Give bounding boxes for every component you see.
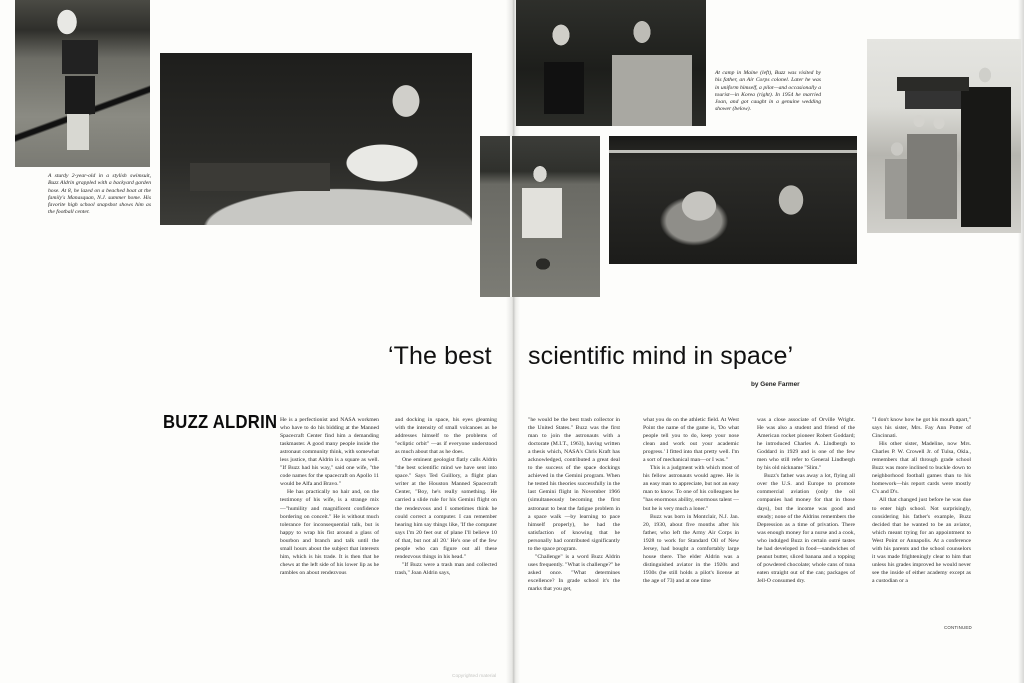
body-column-4 xyxy=(643,416,739,656)
caption-camp-korea-wedding: At camp in Maine (left), Buzz was visited by his father, an Air Corps colonel. Later he was in uniform himself, a pilot—and occasionally a tourist—in Korea (right). In 1954 he married Joan, and got caught in a genuine wedding shower (below). xyxy=(715,70,821,113)
paragraph: Buzz's father was away a lot, flying all over the U.S. and Europe to promote commercial aviation (only the oil companies had money for that in those days), but the income was good and steady; none of the Aldrins remembers the Depression as a time of privation. There was enough money for a nurse and a cook, who indulged Buzz in certain outré tastes he had developed in food—sandwiches of peanut butter, sliced banana and a topping of powdered chocolate; whole cans of tuna eaten straight out of the can; packages of Jell-O consumed dry. xyxy=(757,473,855,584)
paragraph: "he would be the best trash collector in the United States." Buzz was the first man to join the astronauts with a doctorate (M.I.T., 1963), having written a thesis which, NASA's Chris Kraft has acknowledged, contributed a great deal to the success of the space dockings achieved in the Gemini program. When he tested his theories successfully in the last Gemini flight in November 1966 (simultaneously becoming the first astronaut to beat the fatigue problem in a space walk —by learning to pace himself properly), he had the satisfaction of knowing that he personally had contributed significantly to the space program. xyxy=(528,417,620,552)
paragraph: "If Buzz were a trash man and collected trash," Joan Aldrin says, xyxy=(395,561,497,576)
paragraph: what you do on the athletic field. At West Point the name of the game is, 'Do what people tell you to do, keep your nose clean and work out your academic progress.' I fitted into that pretty well. I'm a sort of mechanical man—or I was." xyxy=(643,417,739,464)
photo-football-center xyxy=(480,136,600,297)
caption-childhood-photos: A sturdy 2-year-old in a stylish swimsuit, Buzz Aldrin grappled with a backyard garden hose. At 8, he lazed on a beached boat at the family's Manasquan, N.J. summer home. His favorite high school snapshot shows him as the football center. xyxy=(48,173,151,216)
paragraph: This is a judgment with which most of his fellow astronauts would agree. He is an easy man to appreciate, but not an easy man to know. To one of his colleagues he "has enormous ability, enormous talent —but he is very much a loner." xyxy=(643,465,739,512)
photo-korea-children xyxy=(867,39,1021,233)
copyright-watermark: Copyrighted material xyxy=(452,674,497,679)
paragraph: and docking in space, his eyes gleaming with the intensity of small volcanoes as he addresses himself to the problems of "ecliptic orbit" —as if everyone understood as much about that as he does. xyxy=(395,417,497,456)
body-column-2 xyxy=(395,416,497,656)
paragraph: All that changed just before he was due to enter high school. Not surprisingly, considering his father's example, Buzz decided that he wanted to be an aviator, which meant trying for an appointment to West Point or Annapolis. At a conference with his parents and the school counselors it was made frighteningly clear to him that unless his grades improved he would never see the inside of either academy except as a custodian or a xyxy=(872,497,971,584)
photo-boy-on-car-hood xyxy=(160,53,472,225)
photo-toddler-garden-hose xyxy=(15,0,150,167)
subject-name-heading: BUZZ ALDRIN xyxy=(163,411,278,432)
photo-wedding-car xyxy=(609,136,857,264)
paragraph: He has practically no hair and, on the testimony of his wife, is a strange mix—"humility and magnificent confidence bordering on conceit." He is without much tolerance for inconsequential talk, but is happy to wrap his fist around a glass of bourbon and branch and talk until the small hours about the subject that interests him, which is his trade. It is then that he chews at the left side of his lower lip as he rambles on about rendezvous xyxy=(280,489,379,576)
headline-part-left: ‘The best xyxy=(388,342,492,370)
paragraph: was a close associate of Orville Wright. He was also a student and friend of the American rocket pioneer Robert Goddard; he introduced Charles A. Lindbergh to Goddard in 1929 and is one of the few men who still refer to General Lindbergh by his old nickname "Slim." xyxy=(757,417,855,472)
headline-part-right: scientific mind in space’ xyxy=(528,342,794,370)
body-column-1 xyxy=(280,416,379,656)
paragraph: Buzz was born in Montclair, N.J. Jan. 20, 1930, about five months after his father, who left the Army Air Corps in 1928 to work for Standard Oil of New Jersey, had bought a comfortably large house there. The elder Aldrin was a distinguished aviator in the 1920s and 1930s (he still holds a pilot's license at the age of 73) and at one time xyxy=(643,513,739,584)
paragraph: "Challenge" is a word Buzz Aldrin uses frequently. "What is challenge?" he asked once. "What determines excellence? In grade school it's the marks that you get, xyxy=(528,553,620,592)
continued-label: CONTINUED xyxy=(944,625,972,630)
paragraph: His other sister, Madeline, now Mrs. Charles P. W. Crowell Jr. of Tulsa, Okla., remembers that all through grade school Buzz was more inclined to buckle down to neighborhood football games than to his homework—his report cards were mostly C's and D's. xyxy=(872,441,971,496)
body-column-6 xyxy=(872,416,971,656)
paragraph: He is a perfectionist and NASA workmen who have to do his bidding at the Manned Spacecraft Center find him a demanding taskmaster. A good many people inside the astronaut community think, with somewhat less justice, that Aldrin is a square as well. "If Buzz had his way," said one wife, "the code names for the spacecraft on Apollo 11 would be Alfa and Bravo." xyxy=(280,417,379,488)
paragraph: "I don't know how he got his mouth apart," says his sister, Mrs. Fay Ann Potter of Cincinnati. xyxy=(872,417,971,440)
byline: by Gene Farmer xyxy=(751,381,800,388)
photo-camp-with-father xyxy=(516,0,706,126)
body-column-3 xyxy=(528,416,620,656)
body-column-5 xyxy=(757,416,855,656)
paragraph: One eminent geologist flatly calls Aldrin "the best scientific mind we have sent into space." Says Ted Guillory, a flight plan writer at the Houston Manned Spacecraft Center, "Boy, he's really something. He carried a slide rule for his Gemini flight on the rendezvous and I sometimes think he could correct a computer. I can remember hearing him say things like, 'If the computer says I'm 20 feet out of plane I'll believe 10 of that, but not all 20.' He's one of the few people who can figure out all these rendezvous things in his head." xyxy=(395,457,497,560)
photo-gutter-split xyxy=(510,136,512,297)
